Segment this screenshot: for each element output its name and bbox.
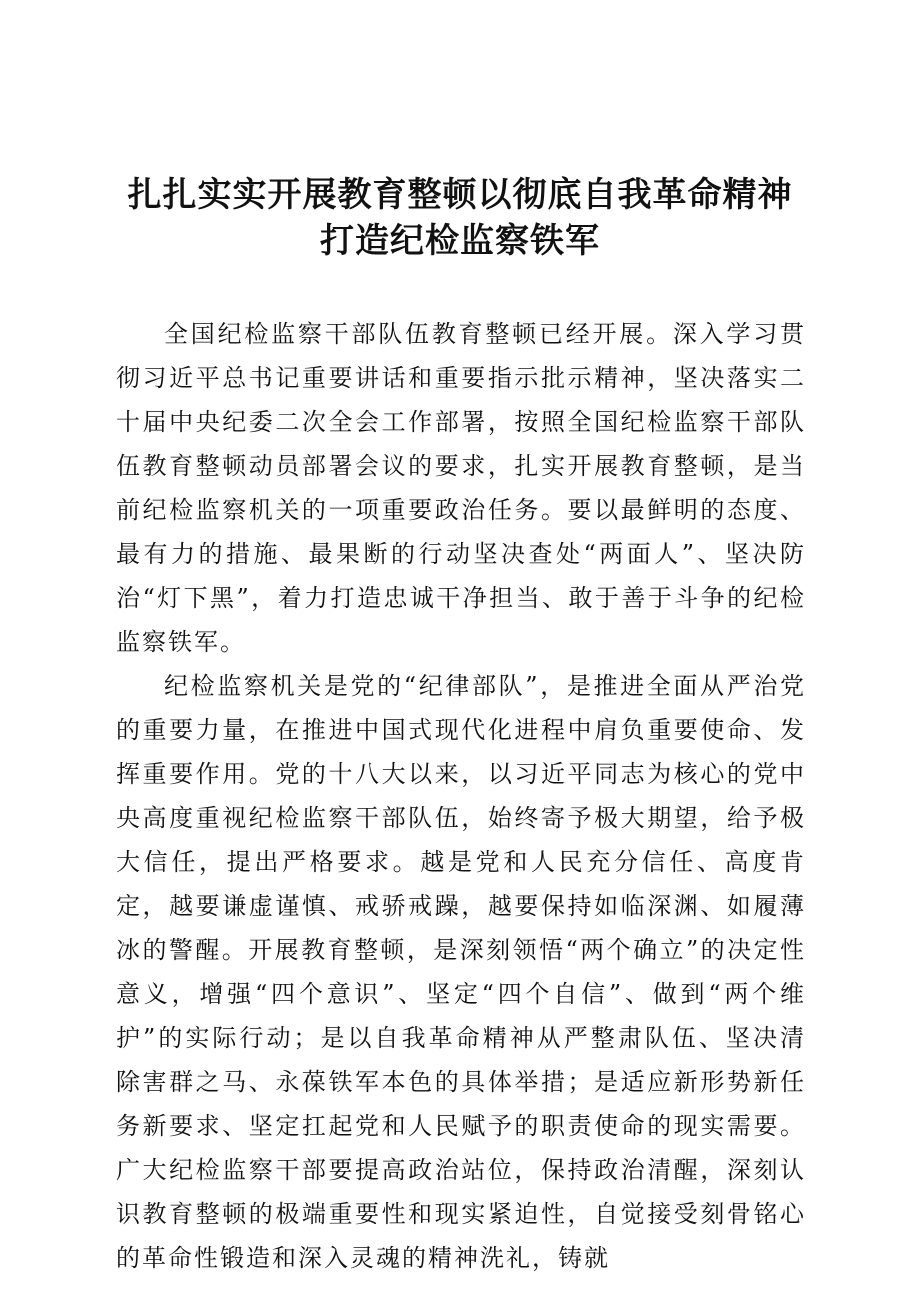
title-line-2: 打造纪检监察铁军	[320, 221, 600, 261]
document-title	[0, 172, 920, 264]
paragraph-1: 全国纪检监察干部队伍教育整顿已经开展。深入学习贯彻习近平总书记重要讲话和重要指示批示精神，坚决落实二十届中央纪委二次全会工作部署，按照全国纪检监察干部队伍教育整顿动员部署会议的要求，扎实开展教育整顿，是当前纪检监察机关的一项重要政治任务。要以最鲜明的态度、最有力的措施、最果断的行动坚决查处“两面人”、坚决防治“灯下黑”，着力打造忠诚干净担当、敢于善于斗争的纪检监察铁军。	[116, 320, 806, 656]
title-line-1: 扎扎实实开展教育整顿以彻底自我革命精神	[127, 175, 793, 215]
paragraph-2: 纪检监察机关是党的“纪律部队”，是推进全面从严治党的重要力量，在推进中国式现代化进程中肩负重要使命、发挥重要作用。党的十八大以来，以习近平同志为核心的党中央高度重视纪检监察干部队伍，始终寄予极大期望，给予极大信任，提出严格要求。越是党和人民充分信任、高度肯定，越要谦虚谨慎、戒骄戒躁，越要保持如临深渊、如履薄冰的警醒。开展教育整顿，是深刻领悟“两个确立”的决定性意义，增强“四个意识”、坚定“四个自信”、做到“两个维护”的实际行动；是以自我革命精神从严整肃队伍、坚决清除害群之马、永葆铁军本色的具体举措；是适应新形势新任务新要求、坚定扛起党和人民赋予的职责使命的现实需要。广大纪检监察干部要提高政治站位，保持政治清醒，深刻认识教育整顿的极端重要性和现实紧迫性，自觉接受刻骨铭心的革命性锻造和深入灵魂的精神洗礼，铸就	[116, 672, 806, 1272]
document-body	[116, 312, 806, 1280]
